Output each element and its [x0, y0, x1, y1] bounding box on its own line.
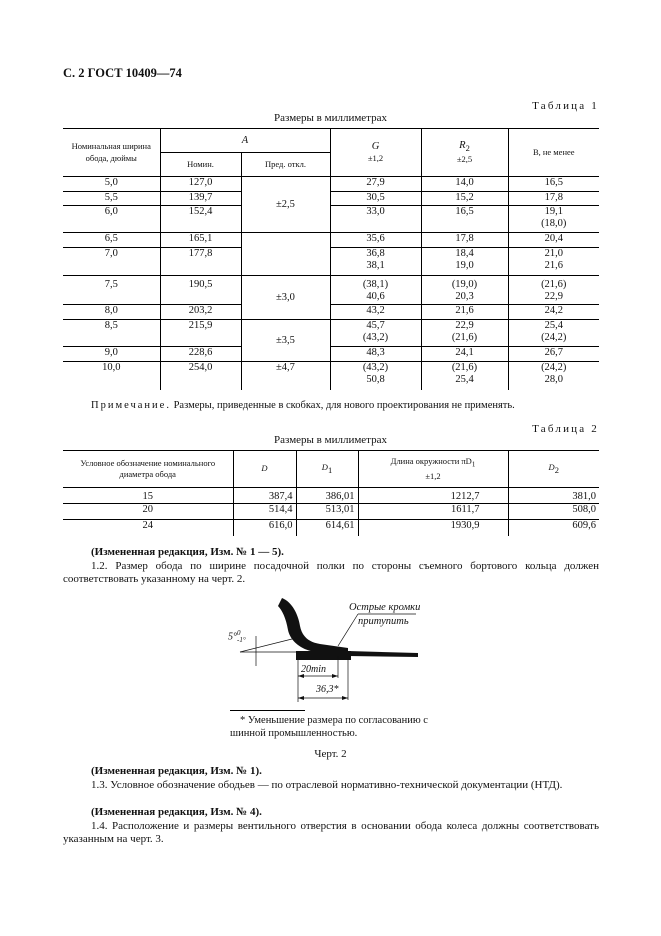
- t2-head-d1-sub: 1: [327, 465, 333, 476]
- fig-angle-tol-down: -1°: [237, 636, 246, 644]
- t1-cell: 20,4: [508, 233, 599, 248]
- t1-head-width: Номинальная ширина обода, дюймы: [63, 129, 160, 177]
- table1-caption: Таблица 1: [532, 100, 599, 112]
- t1-cell: 21,6: [544, 259, 563, 271]
- t1-dev: ±3,5: [241, 320, 330, 362]
- t2-head-c1: Условное обозначение номинального диаметра обода: [63, 451, 233, 488]
- t2-cell: 20: [63, 504, 233, 520]
- t1-cell: 43,2: [330, 305, 421, 320]
- t1-cell: 17,8: [421, 233, 508, 248]
- t1-cell: 7,0: [63, 248, 160, 276]
- t1-cell: 48,3: [330, 347, 421, 362]
- t1-cell: 6,0: [63, 206, 160, 233]
- t1-cell: 7,5: [63, 276, 160, 305]
- t1-cell: 14,0: [421, 177, 508, 192]
- t2-cell: 386,01: [296, 488, 358, 504]
- fig-label-blunt: притупить: [358, 616, 409, 627]
- t1-head-nom: Номин.: [160, 153, 241, 177]
- t2-head-d2: D: [548, 461, 555, 472]
- t1-cell: 22,9: [544, 290, 563, 302]
- t1-cell: 21,6: [421, 305, 508, 320]
- table-row: [63, 488, 599, 504]
- t1-cell: 21,0: [544, 248, 563, 259]
- t2-cell: 1930,9: [358, 520, 508, 536]
- t1-cell: (24,2): [541, 362, 567, 373]
- t1-cell: (38,1): [362, 279, 389, 290]
- t1-head-g: G: [371, 141, 380, 152]
- paragraph-1-3: 1.3. Условное обозначение ободьев — по отраслевой нормативно-технической документации (НТД).: [91, 779, 563, 791]
- t1-cell: 228,6: [160, 347, 241, 362]
- t1-head-r-tol: ±2,5: [456, 153, 473, 164]
- t1-cell: (24,2): [541, 331, 567, 343]
- footnote: * Уменьшение размера по согласованию с шинной промышленностью.: [230, 715, 428, 739]
- table1: [63, 128, 599, 390]
- table-row: [63, 248, 599, 276]
- t1-cell: (19,0): [451, 279, 478, 290]
- t1-cell: 165,1: [160, 233, 241, 248]
- t1-cell: 139,7: [160, 192, 241, 206]
- table1-units: Размеры в миллиметрах: [274, 112, 387, 124]
- fig-dim-36: 36,3*: [316, 684, 339, 695]
- paragraph-1-2: 1.2. Размер обода по ширине посадочной полки по стороны съемного бортового кольца должен соответствовать указанному на черт. 2.: [63, 560, 599, 586]
- table-row: [63, 177, 599, 192]
- t2-head-circ: Длина окружности πD: [390, 455, 472, 466]
- table-row: [63, 520, 599, 536]
- fig-angle: [228, 630, 246, 644]
- t1-cell: 27,9: [330, 177, 421, 192]
- t2-cell: 1212,7: [358, 488, 508, 504]
- t1-cell: 24,1: [421, 347, 508, 362]
- t2-head-circ-sub: 1: [471, 460, 476, 469]
- t1-cell: 35,6: [330, 233, 421, 248]
- t1-head-r: R: [459, 139, 466, 151]
- t1-head-r-sub: 2: [465, 142, 470, 153]
- t2-cell: 508,0: [508, 504, 599, 520]
- t1-cell: 254,0: [160, 362, 241, 390]
- t2-head-circ-tol: ±1,2: [425, 470, 441, 481]
- rim-profile: [278, 598, 348, 656]
- t2-cell: 614,61: [296, 520, 358, 536]
- revision-note-2: (Измененная редакция, Изм. № 1).: [91, 765, 262, 777]
- t1-cell: 17,8: [508, 192, 599, 206]
- t1-cell: 26,7: [508, 347, 599, 362]
- t1-cell: 50,8: [366, 373, 385, 385]
- t1-cell: 203,2: [160, 305, 241, 320]
- t1-cell: 15,2: [421, 192, 508, 206]
- table2-units: Размеры в миллиметрах: [274, 434, 387, 446]
- table-row: [63, 504, 599, 520]
- table1-note-text: Размеры, приведенные в скобках, для нового проектирования не применять.: [173, 400, 515, 411]
- t1-cell: 8,0: [63, 305, 160, 320]
- t1-dev: ±4,7: [241, 362, 330, 390]
- t1-cell: 152,4: [160, 206, 241, 233]
- t1-cell: 127,0: [160, 177, 241, 192]
- t1-cell: 33,0: [330, 206, 421, 233]
- revision-note-3: (Измененная редакция, Изм. № 4).: [91, 806, 262, 818]
- t1-cell: (21,6): [541, 279, 567, 290]
- paragraph-1-4: 1.4. Расположение и размеры вентильного отверстия в основании обода колеса должны соответствовать указанным на черт. 3.: [63, 820, 599, 846]
- t2-cell: 381,0: [508, 488, 599, 504]
- page-header: С. 2 ГОСТ 10409—74: [63, 66, 182, 80]
- t1-cell: 30,5: [330, 192, 421, 206]
- t1-cell: 25,4: [544, 320, 563, 331]
- t2-head-d2-sub: 2: [554, 465, 559, 476]
- figure-caption: Черт. 2: [314, 748, 347, 760]
- t1-cell: 20,3: [455, 290, 474, 302]
- t1-cell: 40,6: [366, 290, 385, 302]
- t2-head-d1: D: [321, 461, 328, 472]
- fig-dim-20: 20min: [301, 664, 326, 675]
- table2: [63, 450, 599, 536]
- t2-cell: 514,4: [233, 504, 296, 520]
- t1-head-g-tol: ±1,2: [367, 152, 384, 163]
- table1-note-label: Примечание.: [91, 400, 171, 411]
- table-row: [63, 347, 599, 362]
- t1-cell: 22,9: [455, 320, 474, 331]
- t1-cell: 10,0: [63, 362, 160, 390]
- bead-ring: [296, 651, 351, 660]
- t1-cell: 8,5: [63, 320, 160, 347]
- table-row: [63, 276, 599, 305]
- table-row: [63, 206, 599, 233]
- t1-dev: ±2,5: [241, 177, 330, 233]
- t1-head-a: A: [241, 134, 249, 146]
- t2-cell: 1611,7: [358, 504, 508, 520]
- t1-cell: (21,6): [451, 331, 478, 343]
- t1-cell: (21,6): [451, 362, 478, 373]
- t1-cell: 19,1: [544, 206, 563, 217]
- table2-caption: Таблица 2: [532, 423, 599, 435]
- table-row: [63, 192, 599, 206]
- footnote-rule: [230, 710, 305, 711]
- t1-head-b: B, не менее: [508, 129, 599, 177]
- t1-cell: 190,5: [160, 276, 241, 305]
- fig-angle-value: 5°: [228, 631, 237, 643]
- table1-note: [91, 400, 611, 411]
- t1-cell: 24,2: [508, 305, 599, 320]
- t1-dev: ±3,0: [241, 276, 330, 320]
- t1-cell: (18,0): [541, 217, 567, 229]
- table-row: [63, 233, 599, 248]
- t1-head-dev: Пред. откл.: [241, 153, 330, 177]
- t1-cell: 177,8: [160, 248, 241, 276]
- t1-cell: 5,0: [104, 177, 118, 188]
- t1-cell: 25,4: [455, 373, 474, 385]
- revision-note-1: (Измененная редакция, Изм. № 1 — 5).: [91, 546, 284, 558]
- seat-line: [348, 651, 418, 657]
- t1-cell: (43,2): [362, 362, 389, 373]
- table-row: [63, 362, 599, 390]
- fig-angle-tol-up: 0: [237, 629, 241, 637]
- t2-cell: 513,01: [296, 504, 358, 520]
- table-row: [63, 305, 599, 320]
- fig-label-sharp-edges: Острые кромки: [349, 602, 421, 613]
- t2-cell: 387,4: [233, 488, 296, 504]
- t1-cell: 36,8: [366, 248, 385, 259]
- t1-cell: 38,1: [366, 259, 385, 271]
- t1-cell: 6,5: [63, 233, 160, 248]
- t1-cell: 18,4: [455, 248, 474, 259]
- t2-cell: 616,0: [233, 520, 296, 536]
- t1-cell: 5,5: [63, 192, 160, 206]
- table-row: [63, 320, 599, 347]
- t1-cell: 16,5: [421, 206, 508, 233]
- t1-cell: 215,9: [160, 320, 241, 347]
- t2-cell: 609,6: [508, 520, 599, 536]
- t1-cell: 9,0: [63, 347, 160, 362]
- t1-cell: 45,7: [366, 320, 385, 331]
- t1-cell: 28,0: [544, 373, 563, 385]
- t1-cell: (43,2): [362, 331, 389, 343]
- t2-cell: 24: [63, 520, 233, 536]
- t2-head-d: D: [261, 463, 268, 474]
- t1-cell: 19,0: [455, 259, 474, 271]
- t2-cell: 15: [63, 488, 233, 504]
- t1-cell: 16,5: [508, 177, 599, 192]
